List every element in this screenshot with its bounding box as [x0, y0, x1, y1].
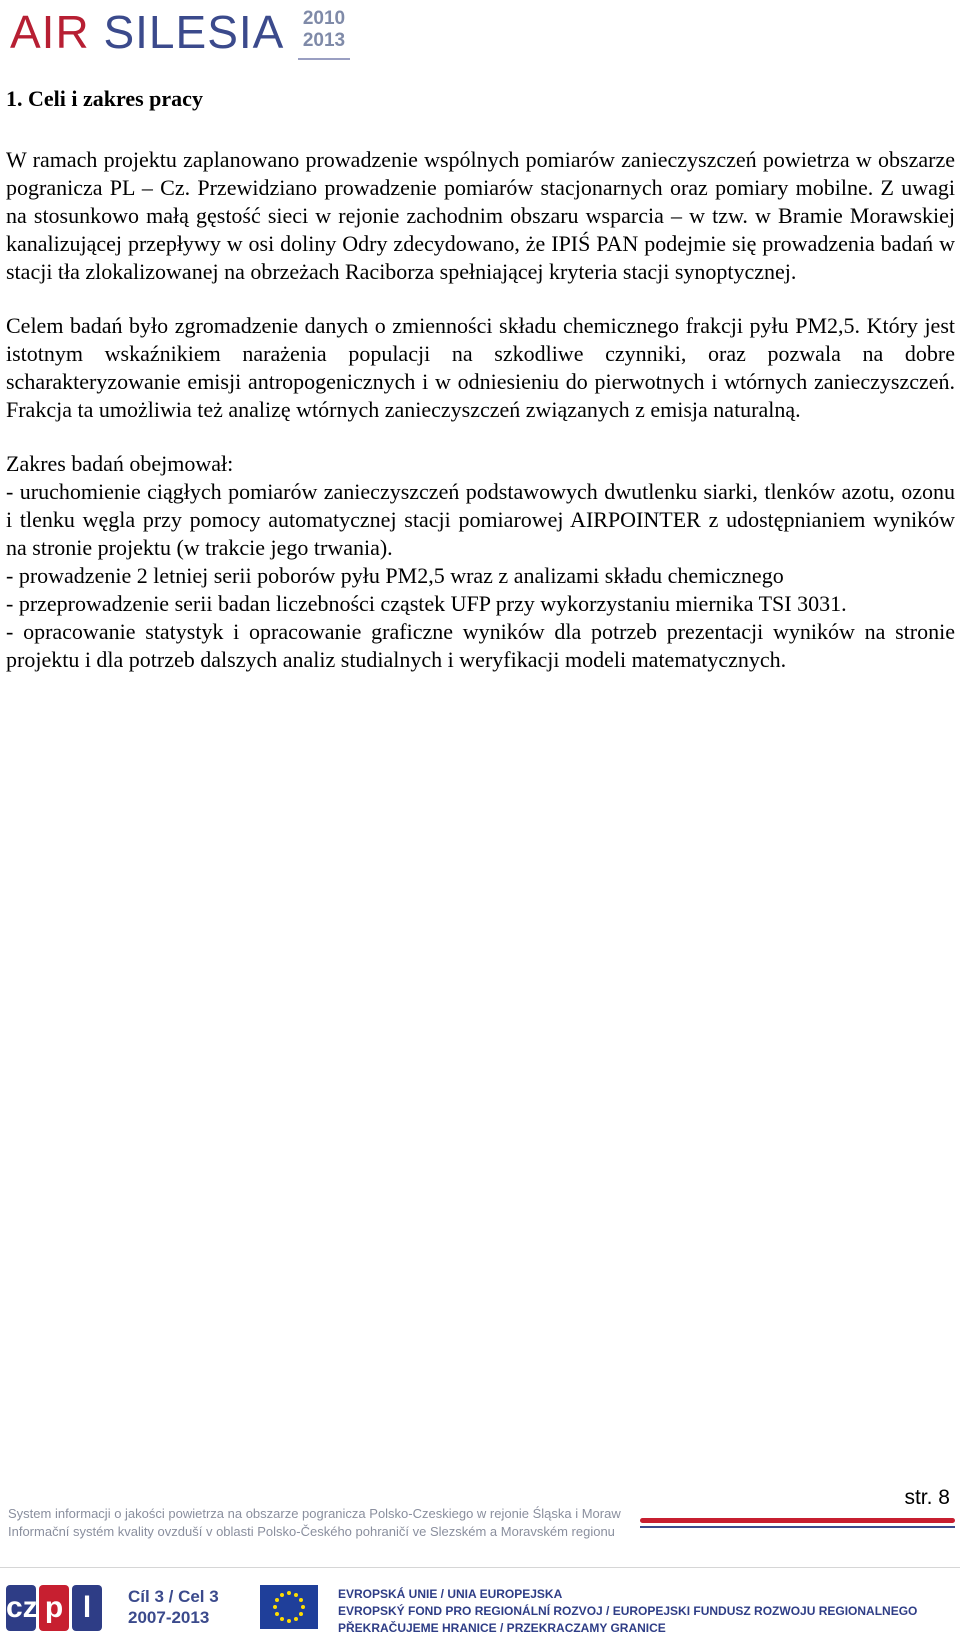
logo-divider [298, 58, 350, 60]
logo-air-text: AIR [10, 6, 104, 58]
scope-item: - opracowanie statystyk i opracowanie graficzne wyników dla potrzeb prezentacji wyników na stronie projektu i dla potrzeb dalszych analiz studialnych i weryfikacji modeli matematycznych. [6, 619, 955, 672]
program-period: 2007-2013 [128, 1608, 210, 1627]
scope-item: - prowadzenie 2 letniej serii poborów pyłu PM2,5 wraz z analizami składu chemicznego [6, 563, 784, 588]
czpl-logo-l: l [72, 1585, 102, 1631]
year-start: 2010 [302, 8, 346, 29]
footer-separator [0, 1567, 960, 1568]
eu-flag-icon [260, 1585, 318, 1629]
logo-wordmark [10, 4, 284, 60]
footer-title-pl: System informacji o jakości powietrza na obszarze pogranicza Polsko-Czeskiego w rejonie Śląska i Moraw [8, 1506, 621, 1521]
section-title: 1. Celi i zakres pracy [6, 86, 203, 111]
scope-item: - przeprowadzenie serii badan liczebności cząstek UFP przy wykorzystaniu miernika TSI 3031. [6, 591, 847, 616]
eu-union-label: EVROPSKÁ UNIE / UNIA EUROPEJSKA [338, 1587, 563, 1601]
czpl-logo [6, 1585, 124, 1631]
scope-heading: Zakres badań obejmował: [6, 451, 234, 476]
program-goal: Cíl 3 / Cel 3 [128, 1587, 219, 1606]
year-end: 2013 [302, 30, 346, 51]
paragraph-goal: Celem badań było zgromadzenie danych o zmienności składu chemicznego frakcji pyłu PM2,5. Który jest istotnym wskaźnikiem narażenia populacji na szkodliwe czynniki, oraz pozwala na dobre scharakteryzowanie emisji antropogenicznych i w odniesieniu do pierwotnych i wtórnych zanieczyszczeń. Frakcja ta umożliwia też analizę wtórnych zanieczyszczeń związanych z emisja naturalną. [6, 313, 955, 422]
eu-funding-text [338, 1586, 917, 1637]
program-label [128, 1586, 219, 1628]
czpl-logo-cz: cz [6, 1585, 36, 1631]
footer-blue-rule [640, 1526, 955, 1528]
eu-fund-label: EVROPSKÝ FOND PRO REGIONÁLNÍ ROZVOJ / EUROPEJSKI FUNDUSZ ROZWOJU REGIONALNEGO [338, 1604, 918, 1618]
scope-item: - uruchomienie ciągłych pomiarów zanieczyszczeń podstawowych dwutlenku siarki, tlenków azotu, ozonu i tlenku węgla przy pomocy automatycznej stacji pomiarowej AIRPOINTER z udostępnianiem wyników na stronie projektu (w trakcie jego trwania). [6, 479, 955, 560]
footer-red-rule [640, 1518, 955, 1523]
czpl-logo-p: p [39, 1585, 69, 1631]
page-number: str. 8 [904, 1486, 950, 1509]
footer-title-cz: Informační systém kvality ovzduší v oblasti Polsko-Českého pohraničí ve Slezském a Moravském regionu [8, 1524, 615, 1539]
document-body [6, 84, 955, 674]
logo-silesia-text: SILESIA [103, 6, 285, 58]
paragraph-intro: W ramach projektu zaplanowano prowadzenie wspólnych pomiarów zanieczyszczeń powietrza w obszarze pogranicza PL – Cz. Przewidziano prowadzenie pomiarów stacjonarnych oraz pomiary mobilne. Z uwagi na stosunkowo małą gęstość sieci w rejonie zachodnim obszaru wsparcia – w tzw. w Bramie Morawskiej kanalizującej przepływy w osi doliny Odry zdecydowano, że IPIŚ PAN podejmie się prowadzenia badań w stacji tła zlokalizowanej na obrzeżach Raciborza spełniającej kryteria stacji synoptycznej. [6, 147, 955, 284]
eu-slogan: PŘEKRAČUJEME HRANICE / PRZEKRACZAMY GRANICE [338, 1621, 666, 1635]
logo-years [298, 8, 350, 60]
